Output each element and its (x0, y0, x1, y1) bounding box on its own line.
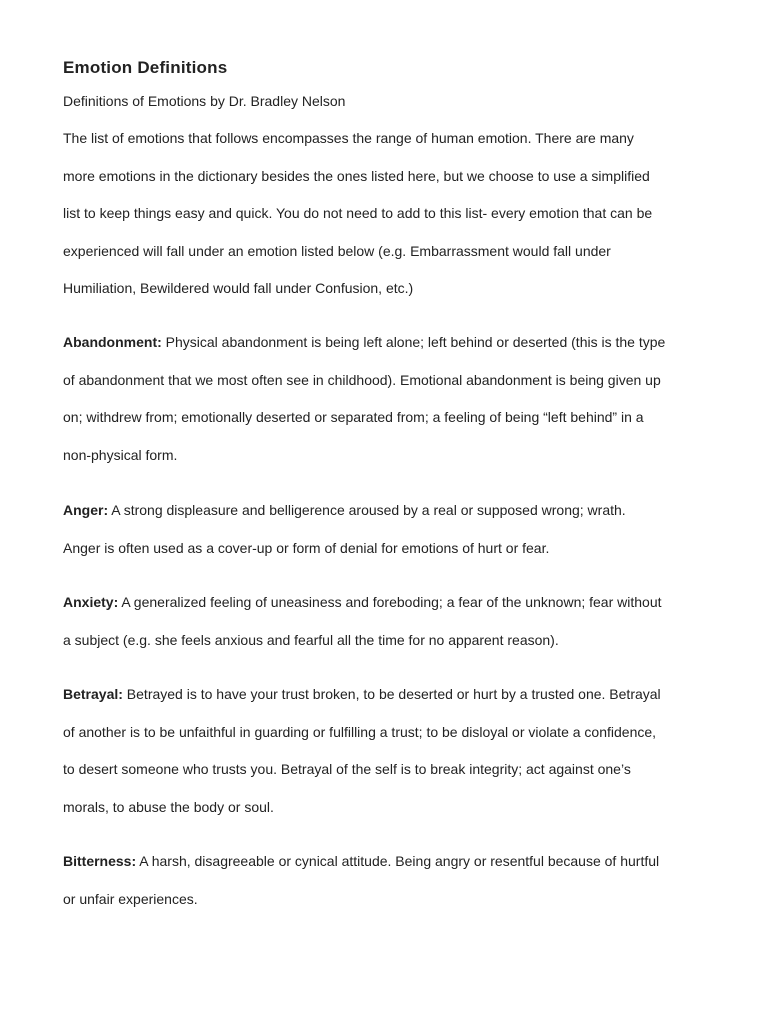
definition-text: Physical abandonment is being left alone; left behind or deserted (this is the type (161, 334, 666, 350)
definition-anxiety (63, 584, 723, 659)
definition-anger (63, 492, 723, 567)
definition-line: of another is to be unfaithful in guarding or fulfilling a trust; to be disloyal or violate a confidence, (63, 723, 657, 740)
definition-first-line (63, 676, 723, 714)
intro-paragraph (63, 120, 723, 308)
definition-line: to desert someone who trusts you. Betrayal of the self is to break integrity; act against one’s (63, 761, 631, 777)
intro-line: Humiliation, Bewildered would fall under Confusion, etc.) (63, 280, 414, 296)
definition-line: morals, to abuse the body or soul. (63, 798, 274, 815)
definition-term: Betrayal: (63, 686, 123, 702)
definition-first-line (63, 843, 723, 881)
definition-first-line (63, 492, 723, 530)
document-subtitle: Definitions of Emotions by Dr. Bradley Nelson (63, 93, 346, 109)
definition-line: on; withdrew from; emotionally deserted or separated from; a feeling of being “left behind” in a (63, 409, 644, 425)
document-title: Emotion Definitions (63, 58, 228, 77)
definition-line: non-physical form. (63, 446, 178, 463)
intro-line: The list of emotions that follows encompasses the range of human emotion. There are many (63, 130, 634, 146)
definition-text: Betrayed is to have your trust broken, to be deserted or hurt by a trusted one. Betrayal (122, 686, 661, 702)
definition-term: Anxiety: (63, 594, 119, 610)
definition-line: or unfair experiences. (63, 890, 198, 907)
definition-line: of abandonment that we most often see in childhood). Emotional abandonment is being given up (63, 371, 661, 388)
definition-first-line (63, 584, 723, 622)
definition-term: Bitterness: (63, 853, 137, 869)
definition-betrayal (63, 676, 723, 826)
definition-bitterness (63, 843, 723, 918)
definition-line: a subject (e.g. she feels anxious and fearful all the time for no apparent reason). (63, 631, 559, 648)
intro-line: experienced will fall under an emotion listed below (e.g. Embarrassment would fall under (63, 242, 611, 259)
definition-term: Anger: (63, 502, 109, 518)
definition-term: Abandonment: (63, 334, 162, 350)
intro-line: list to keep things easy and quick. You do not need to add to this list- every emotion that can be (63, 205, 653, 221)
intro-line: more emotions in the dictionary besides the ones listed here, but we choose to use a simplified (63, 167, 650, 184)
definition-first-line (63, 324, 723, 362)
definition-text: A harsh, disagreeable or cynical attitude. Being angry or resentful because of hurtful (136, 853, 660, 869)
definition-abandonment (63, 324, 723, 474)
definition-text: A generalized feeling of uneasiness and foreboding; a fear of the unknown; fear without (118, 594, 662, 610)
definition-text: A strong displeasure and belligerence aroused by a real or supposed wrong; wrath. (108, 502, 626, 518)
definition-line: Anger is often used as a cover-up or form of denial for emotions of hurt or fear. (63, 539, 550, 556)
